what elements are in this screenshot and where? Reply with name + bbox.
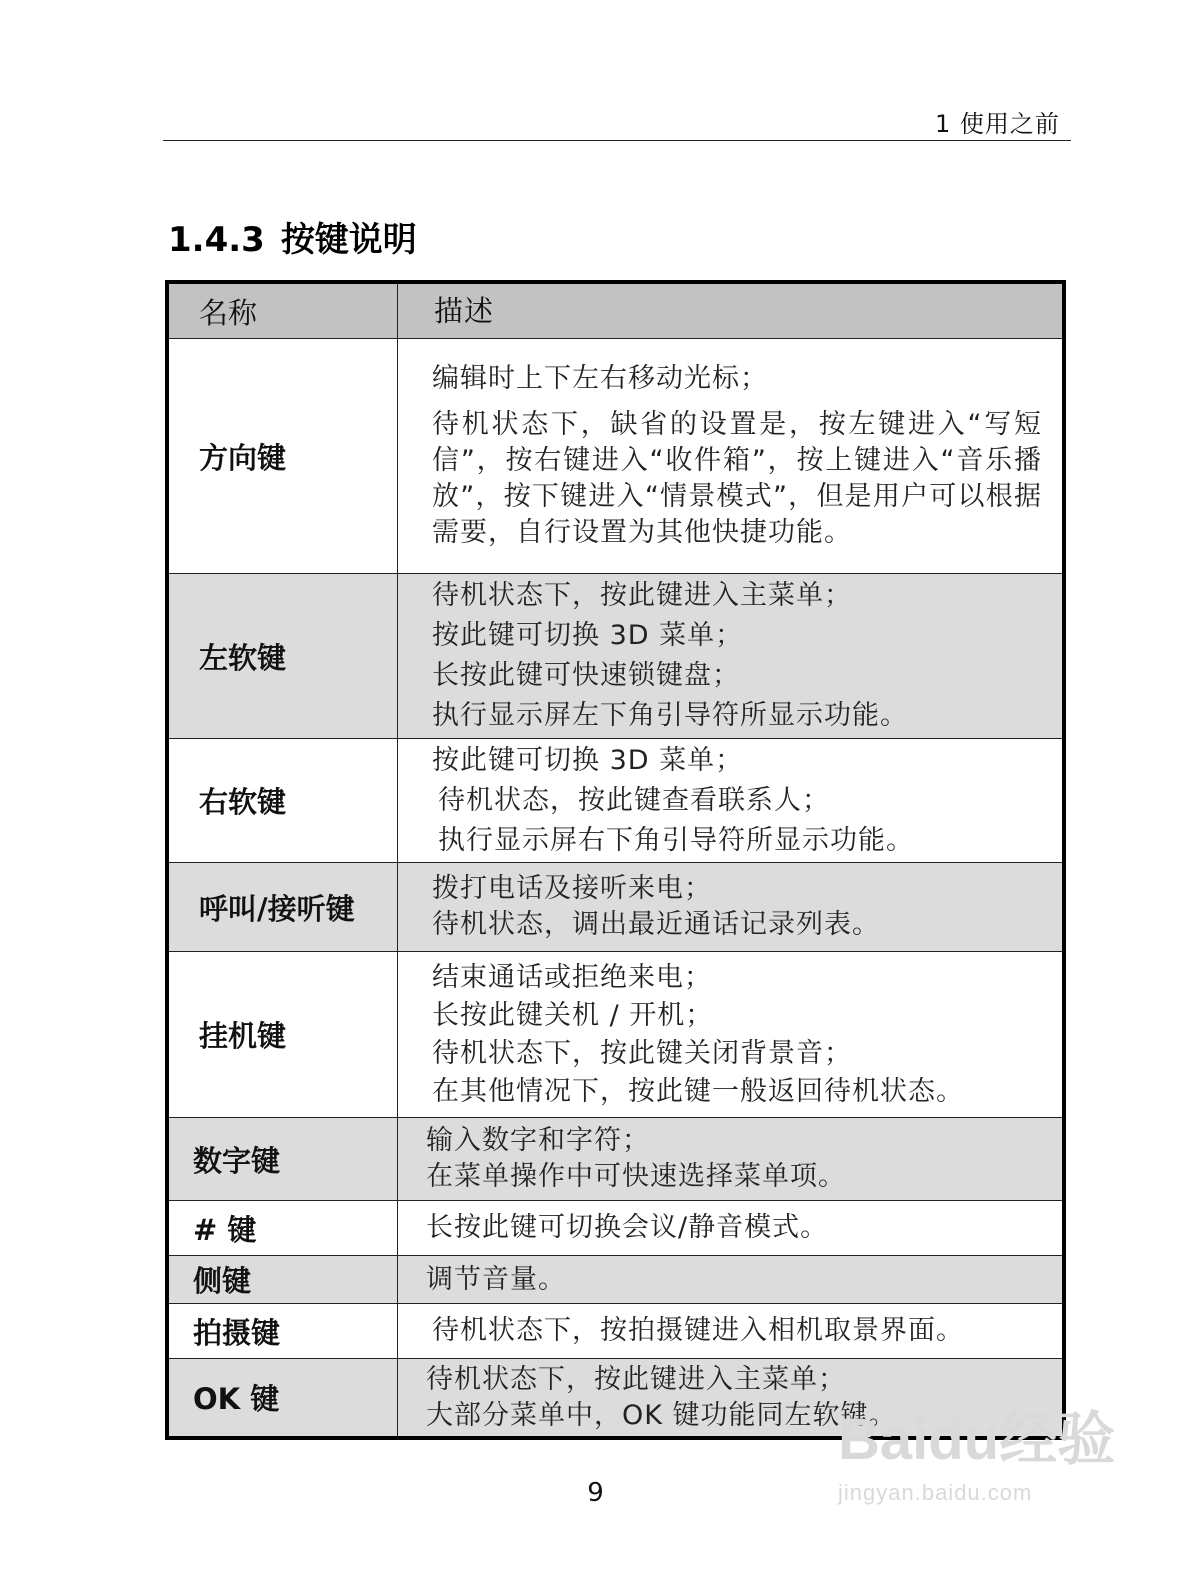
description-line: 大部分菜单中，OK 键功能同左软键。	[426, 1399, 897, 1431]
key-name: # 键	[169, 1201, 398, 1255]
section-heading: 按键说明	[280, 220, 417, 260]
key-description	[398, 339, 1062, 573]
description-line: 执行显示屏左下角引导符所显示功能。	[432, 700, 908, 731]
description-line: 长按此键可切换会议/静音模式。	[426, 1212, 829, 1243]
key-description	[398, 574, 1062, 738]
key-description-table	[165, 280, 1066, 1440]
description-line: 长按此键关机 / 开机；	[432, 999, 714, 1031]
description-line: 待机状态下，按此键关闭背景音；	[432, 1037, 852, 1069]
description-line: 调节音量。	[426, 1263, 566, 1295]
section-title	[168, 212, 417, 261]
key-description	[398, 1256, 1062, 1303]
key-description	[398, 1359, 1062, 1436]
description-line: 在其他情况下，按此键一般返回待机状态。	[432, 1075, 964, 1107]
table-row-call-answer-key	[169, 862, 1062, 951]
description-line: 输入数字和字符；	[426, 1125, 650, 1156]
watermark-logo: Baidu经验	[838, 1407, 1116, 1472]
header-rule	[163, 140, 1071, 141]
table-row-right-soft-key	[169, 738, 1062, 862]
description-line: 待机状态，按此键查看联系人；	[438, 784, 830, 816]
running-header: 1 使用之前	[935, 110, 1060, 138]
description-line: 待机状态下，按此键进入主菜单；	[432, 580, 852, 611]
key-description	[398, 739, 1062, 862]
description-line: 拨打电话及接听来电；	[432, 873, 712, 904]
key-name: 方向键	[169, 339, 398, 573]
section-number: 1.4.3	[168, 220, 265, 260]
table-row-side-key	[169, 1255, 1062, 1303]
table-header-row	[169, 284, 1062, 338]
table-row-direction-key	[169, 338, 1062, 573]
key-name: OK 键	[169, 1359, 398, 1436]
key-description	[398, 1304, 1062, 1358]
column-header-name: 名称	[169, 284, 398, 338]
key-description	[398, 863, 1062, 951]
column-header-description	[398, 284, 1062, 338]
description-line: 按此键可切换 3D 菜单；	[432, 744, 744, 776]
description-line: 按此键可切换 3D 菜单；	[432, 620, 744, 651]
description-line: 编辑时上下左右移动光标；	[432, 363, 768, 394]
table-row-ok-key	[169, 1358, 1062, 1436]
key-name: 右软键	[169, 739, 398, 862]
table-row-number-keys	[169, 1117, 1062, 1200]
table-row-left-soft-key	[169, 573, 1062, 738]
watermark-url: jingyan.baidu.com	[838, 1480, 1033, 1505]
key-description	[398, 952, 1062, 1117]
description-line: 待机状态下，缺省的设置是，按左键进入“写短信”，按右键进入“收件箱”，按上键进入“音乐播放”，按下键进入“情景模式”，但是用户可以根据需要，自行设置为其他快捷功能。	[432, 409, 1042, 548]
description-line: 待机状态下，按拍摄键进入相机取景界面。	[432, 1315, 964, 1346]
description-line: 长按此键可快速锁键盘；	[432, 660, 740, 691]
description-line: 待机状态下，按此键进入主菜单；	[426, 1363, 846, 1395]
key-name: 呼叫/接听键	[169, 863, 398, 951]
description-line: 在菜单操作中可快速选择菜单项。	[426, 1161, 846, 1192]
key-name: 侧键	[169, 1256, 398, 1303]
key-description	[398, 1201, 1062, 1255]
table-row-end-key	[169, 951, 1062, 1117]
column-header-description-label: 描述	[434, 294, 495, 328]
table-row-hash-key	[169, 1200, 1062, 1255]
key-name: 左软键	[169, 574, 398, 738]
table-row-camera-key	[169, 1303, 1062, 1358]
page-number: 9	[587, 1478, 604, 1508]
key-name: 数字键	[169, 1118, 398, 1200]
key-name: 拍摄键	[169, 1304, 398, 1358]
key-name: 挂机键	[169, 952, 398, 1117]
description-line: 执行显示屏右下角引导符所显示功能。	[438, 824, 914, 856]
description-line: 待机状态，调出最近通话记录列表。	[432, 909, 880, 940]
key-description	[398, 1118, 1062, 1200]
description-line: 结束通话或拒绝来电；	[432, 961, 712, 993]
